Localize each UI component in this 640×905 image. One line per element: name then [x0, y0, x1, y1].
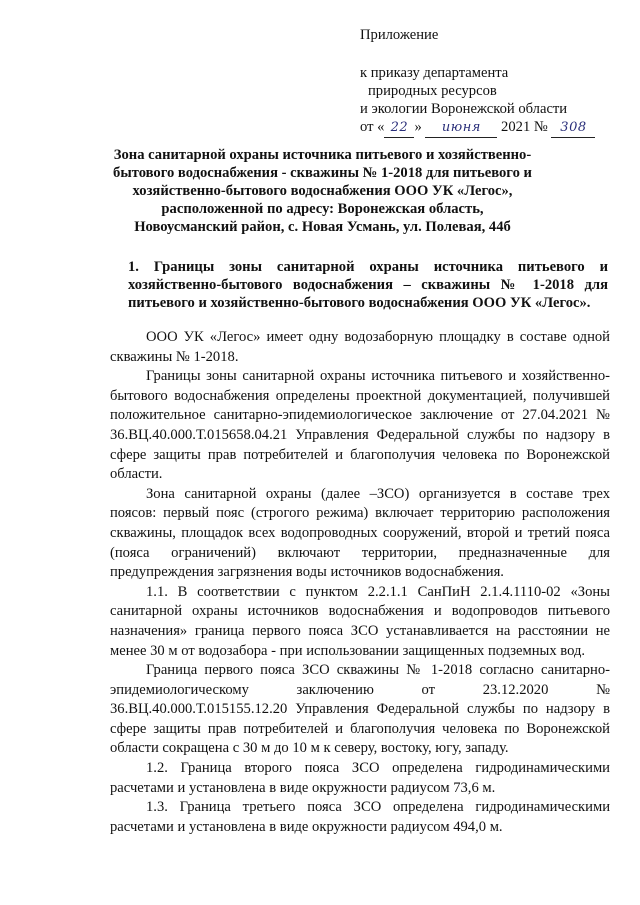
- paragraph: 1.2. Граница второго пояса ЗСО определена гидродинамическими расчетами и установлена в виде окружности радиусом 73,6 м.: [110, 760, 610, 796]
- paragraph: Граница первого пояса ЗСО скважины № 1-2018 согласно санитарно-эпидемиологическому заключению от 23.12.2020 № 36.ВЦ.40.000.Т.015155.12.20 Управления Федеральной службы по надзору в сфере защиты прав потребителей и благополучия человека по Воронежской области сокращена с 30 м до 10 м к северу, востоку, югу, западу.: [110, 662, 610, 757]
- handwritten-day: 22: [384, 119, 414, 138]
- appendix-header: [360, 26, 630, 138]
- paragraph: ООО УК «Легос» имеет одну водозаборную площадку в составе одной скважины № 1-2018.: [110, 329, 610, 365]
- paragraph: 1.3. Граница третьего пояса ЗСО определена гидродинамическими расчетами и установлена в виде окружности радиусом 494,0 м.: [110, 799, 610, 835]
- paragraph: 1.1. В соответствии с пунктом 2.2.1.1 СанПиН 2.1.4.1110-02 «Зоны санитарной охраны источников водоснабжения и водопроводов питьевого назначения» граница первого пояса ЗСО устанавливается на расстоянии не менее 30 м от водозабора - при использовании защищенных подземных вод.: [110, 583, 610, 659]
- document-body: [110, 320, 610, 837]
- paragraph: Границы зоны санитарной охраны источника питьевого и хозяйственно-бытового водоснабжения определены проектной документацией, получившей положительное санитарно-эпидемиологическое заключение от 27.04.2021 № 36.ВЦ.40.000.Т.015658.04.21 Управления Федеральной службы по надзору в сфере защиты прав потребителей и благополучия человека по Воронежской области.: [110, 368, 610, 483]
- section-heading: 1. Границы зоны санитарной охраны источника питьевого и хозяйственно-бытового водоснабжения – скважины № 1-2018 для питьевого и хозяйственно-бытового водоснабжения ООО УК «Легос».: [128, 259, 608, 311]
- order-line-3: и экологии Воронежской области: [360, 101, 568, 117]
- order-line-1: к приказу департамента: [360, 65, 509, 81]
- order-line-2: природных ресурсов: [368, 83, 497, 99]
- appendix-label: Приложение: [360, 27, 439, 43]
- handwritten-number: 308: [551, 119, 595, 138]
- document-title: Зона санитарной охраны источника питьевого и хозяйственно-бытового водоснабжения - скважины № 1-2018 для питьевого и хозяйственно-бытового водоснабжения ООО УК «Легос», расположенной по адресу: Воронежская область, Новоусманский район, с. Новая Усмань, ул. Полевая, 44б: [113, 147, 532, 235]
- from-label: от «: [360, 119, 385, 135]
- quote-close: »: [414, 119, 422, 135]
- order-date-line: [360, 118, 630, 138]
- year-label: 2021 №: [501, 119, 548, 135]
- handwritten-month: июня: [425, 119, 497, 138]
- paragraph: Зона санитарной охраны (далее –ЗСО) организуется в составе трех поясов: первый пояс (строгого режима) включает территорию расположения скважины, площадок всех водопроводных сооружений, второй и третий пояса (пояса ограничений) включают территории, предназначенные для предупреждения загрязнения воды источников водоснабжения.: [110, 485, 610, 581]
